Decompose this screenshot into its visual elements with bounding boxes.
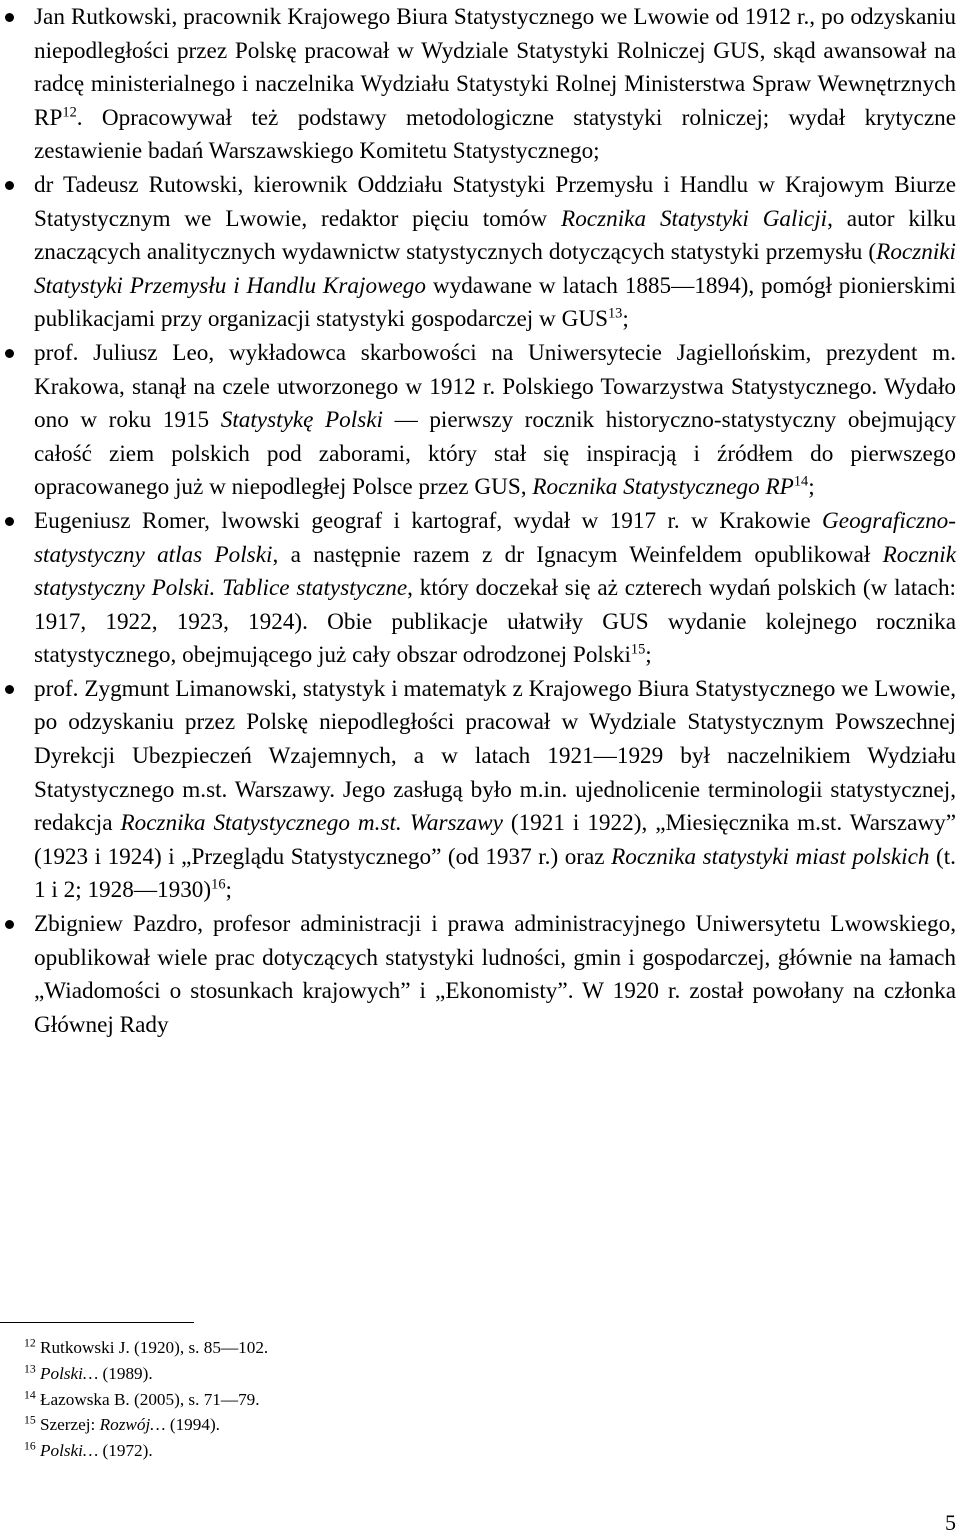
list-item	[0, 169, 960, 337]
footnote-ref: 15	[630, 641, 646, 658]
footnote-number: 15	[24, 1413, 36, 1427]
list-item	[0, 908, 960, 1042]
text-run: Szerzej:	[39, 1415, 100, 1435]
footnote-number: 13	[24, 1362, 36, 1376]
text-run: dr Tadeusz Rutowski, kierownik Oddziału Statystyki Przemysłu i Handlu w Krajowym Biurze Statystycznym we Lwowie, redaktor pięciu tomów	[34, 171, 956, 232]
text-run: (1994).	[165, 1415, 220, 1435]
italic-title: Statystykę Polski	[220, 407, 383, 434]
text-run: (t. 1 i 2; 1928—1930)	[34, 843, 956, 904]
footnote	[24, 1412, 624, 1438]
footnote-ref: 13	[607, 305, 623, 322]
italic-title: Rocznika Statystyki Galicji	[561, 205, 828, 232]
footnote	[24, 1335, 624, 1361]
list-item	[0, 505, 960, 673]
text-run: Rutkowski J. (1920), s. 85—102.	[39, 1338, 269, 1357]
bullet-icon	[5, 517, 14, 526]
bullet-icon	[5, 349, 14, 358]
footnote	[24, 1361, 624, 1387]
text-run: ;	[225, 877, 232, 904]
footnote	[24, 1438, 624, 1464]
bullet-icon	[5, 181, 14, 190]
italic-title: Rozwój…	[99, 1415, 166, 1435]
text-run: , autor kilku znaczących analitycznych wydawnictw statystycznych dotyczących statystyki przemysłu (	[34, 205, 956, 266]
italic-title: Polski…	[39, 1441, 99, 1461]
text-run: Eugeniusz Romer, lwowski geograf i kartograf, wydał w 1917 r. w Krakowie	[34, 507, 823, 534]
text-run: (1972).	[98, 1441, 153, 1461]
page-number: 5	[945, 1510, 956, 1535]
text-run: — pierwszy rocznik historyczno-statystyczny obejmujący całość ziem polskich pod zaborami, który stał się inspiracją i źródłem do pierwszego opracowanego już w niepodległej Polsce przez GUS,	[34, 407, 957, 501]
list-item	[0, 337, 960, 505]
text-run: (1989).	[98, 1363, 153, 1383]
footnote-number: 12	[24, 1336, 36, 1350]
italic-title: Rocznika Statystycznego RP	[532, 474, 794, 501]
text-run: . Opracowywał też podstawy metodologiczne statystyki rolniczej; wydał krytyczne zestawienie badań Warszawskiego Komitetu Statystycznego;	[34, 104, 956, 165]
footnote-ref: 16	[211, 876, 226, 893]
footnotes	[24, 1335, 624, 1464]
bullet-icon	[5, 13, 14, 22]
footnote	[24, 1387, 624, 1413]
list-item	[0, 1, 960, 169]
footnote-number: 14	[24, 1387, 36, 1401]
italic-title: Geograficzno-statystyczny atlas Polski	[34, 507, 956, 568]
footnote-ref: 12	[62, 104, 77, 121]
text-run: (1921 i 1922), „Miesięcznika m.st. Warszawy” (1923 i 1924) i „Przeglądu Statystycznego” (od 1937 r.) oraz	[34, 810, 956, 870]
text-run: Jan Rutkowski, pracownik Krajowego Biura Statystycznego we Lwowie od 1912 r., po odzyskaniu niepodległości przez Polskę pracował w Wydziale Statystyki Rolniczej GUS, skąd awansował na radcę ministerialnego i naczelnika Wydziału Statystyki Rolnej Ministerstwa Spraw Wewnętrznych RP	[34, 4, 956, 131]
bullet-list	[0, 1, 960, 1042]
bullet-icon	[5, 920, 14, 929]
text-run: Łazowska B. (2005), s. 71—79.	[39, 1389, 260, 1409]
text-run: , który doczekał się aż czterech wydań polskich (w latach: 1917, 1922, 1923, 1924). Obie publikacje ułatwiły GUS wydanie kolejnego rocznika statystycznego, obejmującego już cały obszar odrodzonej Polski	[34, 575, 956, 669]
text-run: , a następnie razem z dr Ignacym Weinfeldem opublikował	[272, 541, 883, 568]
text-run: Zbigniew Pazdro, profesor administracji i prawa administracyjnego Uniwersytetu Lwowskiego, opublikował wiele prac dotyczących statystyki ludności, gmin i gospodarczej, głównie na łamach „Wiadomości o stosunkach krajowych” i „Ekonomisty”. W 1920 r. został powołany na członka Głównej Rady	[34, 911, 956, 1038]
italic-title: Polski…	[39, 1363, 99, 1383]
italic-title: Rocznika statystyki miast polskich	[611, 843, 930, 870]
italic-title: Roczniki Statystyki Przemysłu i Handlu Krajowego	[34, 239, 956, 299]
footnote-number: 16	[24, 1439, 36, 1453]
text-run: prof. Zygmunt Limanowski, statystyk i matematyk z Krajowego Biura Statystycznego we Lwowie, po odzyskaniu przez Polskę niepodległości pracował w Wydziale Statystycznym Powszechnej Dyrekcji Ubezpieczeń Wzajemnych, a w latach 1921—1929 był naczelnikiem Wydziału Statystycznego m.st. Warszawy. Jego zasługą było m.in. ujednolicenie terminologii statystycznej, redakcja	[34, 675, 956, 837]
text-run: wydawane w latach 1885—1894), pomógł pionierskimi publikacjami przy organizacji statystyki gospodarczej w GUS	[34, 272, 956, 333]
text-run: prof. Juliusz Leo, wykładowca skarbowości na Uniwersytecie Jagiellońskim, prezydent m. Krakowa, stanął na czele utworzonego w 1912 r. Polskiego Towarzystwa Statystycznego. Wydało ono w roku 1915	[34, 339, 956, 434]
text-run: ;	[808, 474, 815, 501]
italic-title: Rocznik statystyczny Polski. Tablice statystyczne	[34, 541, 956, 602]
text-run: ;	[645, 642, 652, 669]
bullet-icon	[5, 685, 14, 694]
footnote-separator	[0, 1322, 194, 1323]
list-item	[0, 673, 960, 908]
text-run: ;	[622, 306, 629, 333]
footnote-ref: 14	[793, 473, 809, 490]
italic-title: Rocznika Statystycznego m.st. Warszawy	[120, 810, 503, 837]
